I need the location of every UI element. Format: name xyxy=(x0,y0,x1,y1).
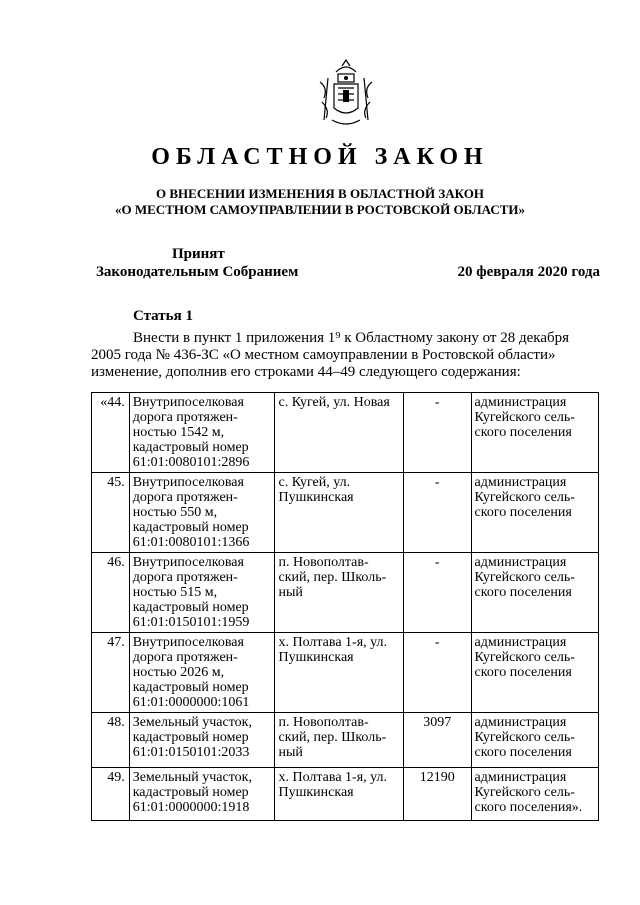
table-row xyxy=(92,633,599,713)
object-area: - xyxy=(403,553,471,633)
object-area: - xyxy=(403,633,471,713)
object-name: Внутрипоселковая дорога протяжен-ностью 2026 м, кадастровый номер 61:01:0000000:1061 xyxy=(129,633,275,713)
object-administration: администрация Кугейского сель-ского поселения xyxy=(471,473,598,553)
adopted-label: Принят xyxy=(172,246,225,262)
object-location: х. Полтава 1-я, ул. Пушкинская xyxy=(275,768,403,821)
article-heading: Статья 1 xyxy=(133,308,193,324)
table-row xyxy=(92,473,599,553)
article-text-line: Внести в пункт 1 приложения 1⁹ к Областному закону от 28 декабря xyxy=(133,330,570,346)
object-name: Земельный участок, кадастровый номер 61:01:0000000:1918 xyxy=(129,768,275,821)
property-table xyxy=(91,392,599,821)
article-text-line: 2005 года № 436-ЗС «О местном самоуправлении в Ростовской области» xyxy=(91,347,556,363)
object-administration: администрация Кугейского сель-ского поселения xyxy=(471,393,598,473)
object-name: Земельный участок, кадастровый номер 61:01:0150101:2033 xyxy=(129,713,275,768)
table-row xyxy=(92,393,599,473)
row-number: «44. xyxy=(92,393,130,473)
document-title: ОБЛАСТНОЙ ЗАКОН xyxy=(151,144,489,170)
row-number: 49. xyxy=(92,768,130,821)
adopted-by: Законодательным Собранием xyxy=(96,264,299,280)
object-administration: администрация Кугейского сель-ского поселения xyxy=(471,713,598,768)
row-number: 46. xyxy=(92,553,130,633)
object-area: - xyxy=(403,473,471,553)
subtitle-line: О ВНЕСЕНИИ ИЗМЕНЕНИЯ В ОБЛАСТНОЙ ЗАКОН xyxy=(156,186,484,201)
object-location: п. Новополтав-ский, пер. Школь-ный xyxy=(275,553,403,633)
subtitle-line: «О МЕСТНОМ САМОУПРАВЛЕНИИ В РОСТОВСКОЙ ОБЛАСТИ» xyxy=(115,202,525,217)
object-location: с. Кугей, ул. Новая xyxy=(275,393,403,473)
row-number: 47. xyxy=(92,633,130,713)
coat-of-arms-emblem xyxy=(314,58,378,130)
object-administration: администрация Кугейского сель-ского поселения». xyxy=(471,768,598,821)
object-name: Внутрипоселковая дорога протяжен-ностью 550 м, кадастровый номер 61:01:0080101:1366 xyxy=(129,473,275,553)
object-area: - xyxy=(403,393,471,473)
adoption-date: 20 февраля 2020 года xyxy=(457,264,600,280)
article-text-line: изменение, дополнив его строками 44–49 следующего содержания: xyxy=(91,364,521,380)
object-area: 12190 xyxy=(403,768,471,821)
article-text xyxy=(91,330,600,381)
table-row xyxy=(92,553,599,633)
table-row xyxy=(92,768,599,821)
document-subtitle xyxy=(0,186,640,218)
row-number: 45. xyxy=(92,473,130,553)
object-administration: администрация Кугейского сель-ского поселения xyxy=(471,633,598,713)
object-name: Внутрипоселковая дорога протяжен-ностью 1542 м, кадастровый номер 61:01:0080101:2896 xyxy=(129,393,275,473)
object-location: п. Новополтав-ский, пер. Школь-ный xyxy=(275,713,403,768)
object-administration: администрация Кугейского сель-ского поселения xyxy=(471,553,598,633)
row-number: 48. xyxy=(92,713,130,768)
object-area: 3097 xyxy=(403,713,471,768)
table-row xyxy=(92,713,599,768)
object-name: Внутрипоселковая дорога протяжен-ностью 515 м, кадастровый номер 61:01:0150101:1959 xyxy=(129,553,275,633)
object-location: х. Полтава 1-я, ул. Пушкинская xyxy=(275,633,403,713)
object-location: с. Кугей, ул. Пушкинская xyxy=(275,473,403,553)
